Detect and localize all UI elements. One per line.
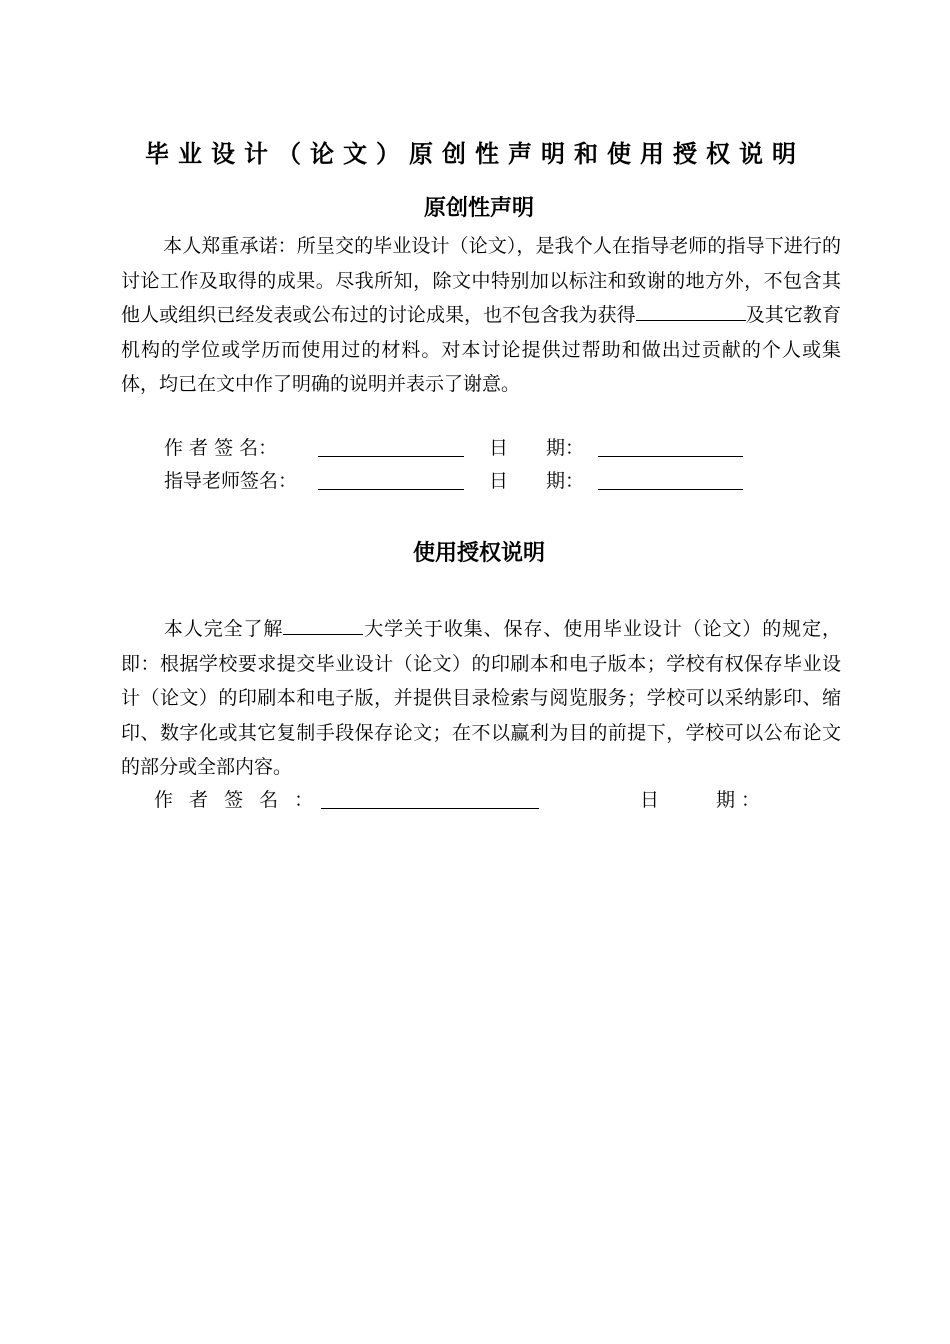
advisor-signature-field[interactable]: [318, 489, 464, 490]
originality-paragraph: [121, 229, 841, 402]
author-signature-field[interactable]: [318, 456, 464, 457]
date-label-2: 日 期：: [489, 470, 585, 492]
document-title: 毕业设计（论文）原创性声明和使用授权说明: [145, 140, 805, 168]
authorization-signature-field[interactable]: [321, 808, 539, 809]
authorization-section-title: 使用授权说明: [412, 541, 545, 566]
university-blank-field[interactable]: [283, 614, 363, 635]
authorization-author-sign-label: 作 者 签 名 ：: [154, 789, 319, 811]
author-date-field[interactable]: [598, 456, 743, 457]
advisor-signature-row: [0, 466, 950, 496]
authorization-text-part2: 大学关于收集、保存、使用毕业设计（论文）的规定，即：根据学校要求提交毕业设计（论文）的印刷本和电子版本；学校有权保存毕业设计（论文）的印刷本和电子版，并提供目录检索与阅览服务；学校可以采纳影印、缩印、数字化或其它复制手段保存论文；在不以赢利为目的前提下，学校可以公布论文的部分或全部内容。: [121, 618, 841, 778]
originality-text-part2: 及其它教育机构的学位或学历而使用过的材料。对本讨论提供过帮助和做出过贡献的个人或集体，均已在文中作了明确的说明并表示了谢意。: [121, 304, 841, 395]
authorization-text-part1: 本人完全了解: [163, 618, 284, 640]
advisor-date-field[interactable]: [598, 489, 743, 490]
authorization-paragraph: [121, 612, 841, 785]
author-signature-row: [0, 433, 950, 463]
author-sign-label: 作 者 签 名：: [164, 437, 278, 459]
originality-section-title: 原创性声明: [423, 196, 534, 221]
authorization-date-label: 日 期 ：: [640, 789, 761, 811]
advisor-sign-label: 指导老师签名：: [164, 470, 298, 492]
authorization-signature-row: [0, 785, 950, 815]
degree-blank-field[interactable]: [636, 300, 746, 321]
originality-text-part1: 本人郑重承诺：所呈交的毕业设计（论文），是我个人在指导老师的指导下进行的讨论工作及取得的成果。尽我所知，除文中特别加以标注和致谢的地方外，不包含其他人或组织已经发表或公布过的讨论成果，也不包含我为获得: [121, 235, 841, 326]
date-label-1: 日 期：: [489, 437, 585, 459]
